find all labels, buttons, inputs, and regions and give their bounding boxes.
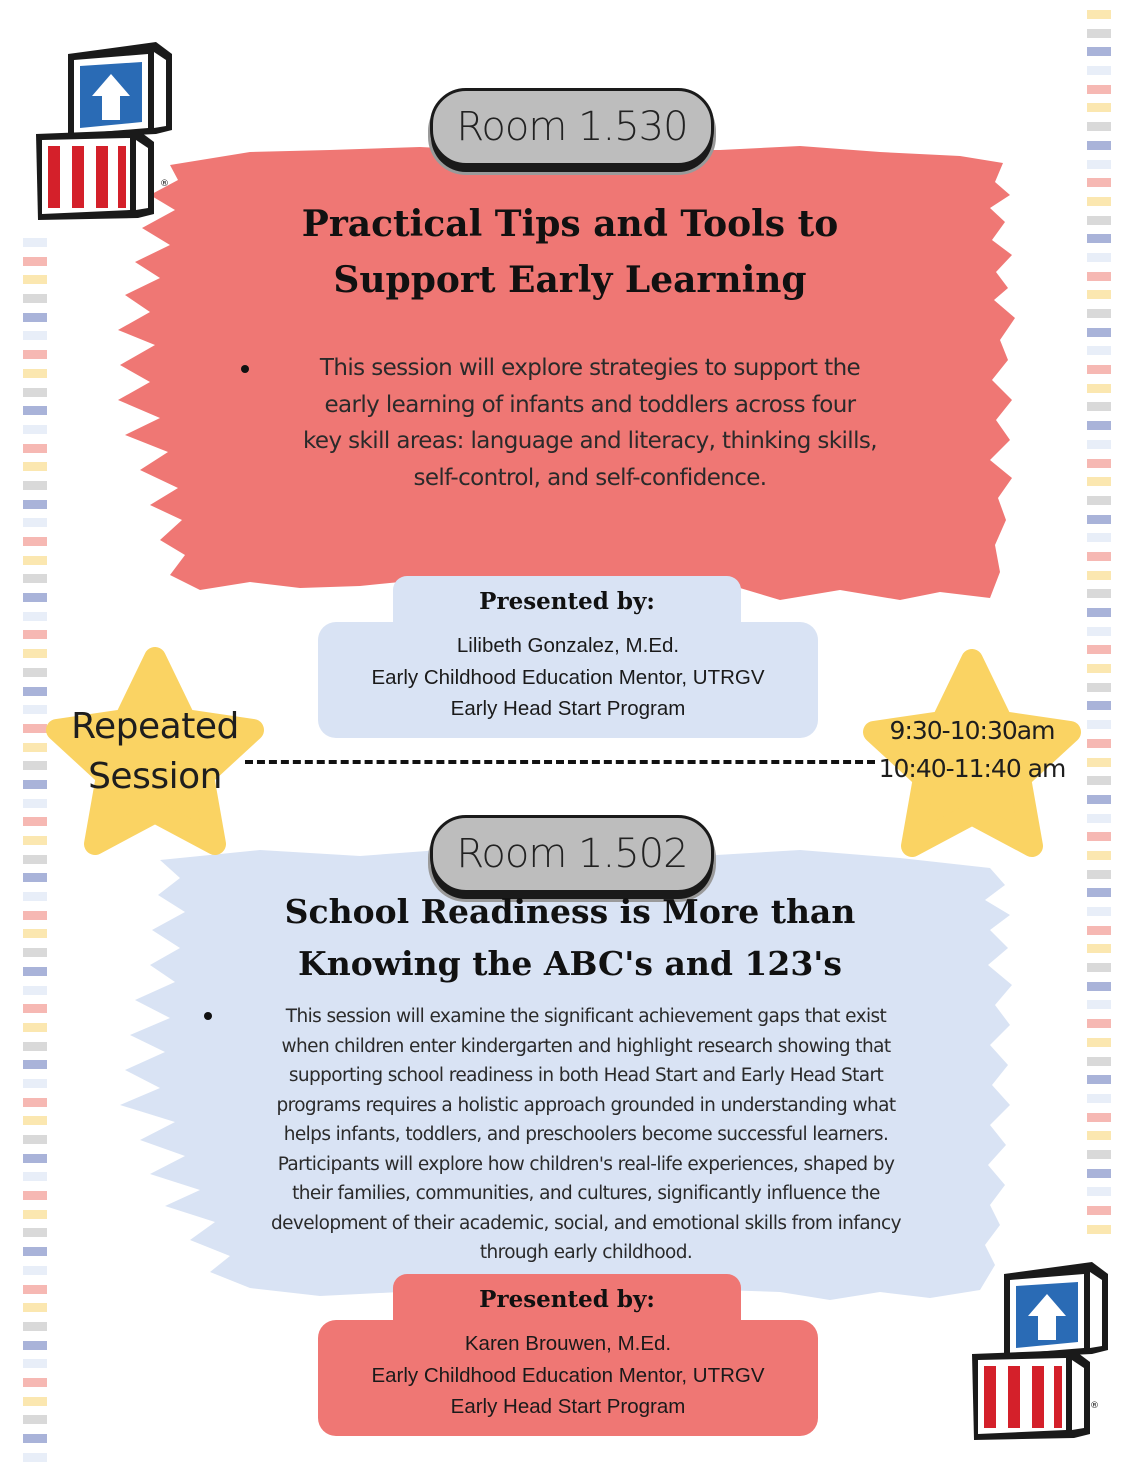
session1-presenter-box: [318, 622, 818, 738]
session1-presenter-role: Early Childhood Education Mentor, UTRGV: [371, 665, 765, 689]
session1-presenter-name: Lilibeth Gonzalez, M.Ed.: [456, 634, 680, 657]
session2-title-line1: School Readiness is More than: [284, 892, 856, 931]
repeated-line1: Repeated: [71, 706, 239, 747]
session1-title: [160, 196, 980, 308]
session2-desc-line: their families, communities, and cultures, significantly influence the: [292, 1183, 880, 1204]
time-line2: 10:40-11:40 am: [878, 754, 1066, 783]
repeated-line2: Session: [88, 756, 222, 797]
head-start-blocks-logo-top: [30, 38, 180, 223]
session1-presented-by: Presented by:: [479, 587, 655, 615]
room-1530-label: Room 1.530: [456, 104, 688, 150]
dashed-divider: [245, 760, 875, 764]
session2-presented-by-tab: [393, 1274, 741, 1324]
room-1502-label: Room 1.502: [456, 831, 688, 877]
session2-desc-line: through early childhood.: [479, 1242, 693, 1263]
session1-presented-by-tab: [393, 576, 741, 626]
top-block: [68, 42, 172, 138]
session1-title-line1: Practical Tips and Tools to: [301, 203, 839, 245]
session1-title-line2: Support Early Learning: [333, 259, 807, 301]
time-line1: 9:30-10:30am: [889, 716, 1055, 745]
session2-description: [226, 1002, 946, 1268]
session2-presenter-box: [318, 1320, 818, 1436]
session2-desc-line: This session will examine the significant achievement gaps that exist: [285, 1006, 887, 1027]
session2-presented-by: Presented by:: [479, 1285, 655, 1313]
session2-desc-line: programs requires a holistic approach grounded in understanding what: [276, 1094, 896, 1116]
room-1502-badge: [430, 815, 714, 893]
session2-desc-line: when children enter kindergarten and highlight research showing that: [281, 1035, 891, 1057]
session-times: [872, 712, 1072, 788]
session2-title: [160, 886, 980, 990]
room-1530-badge: [430, 88, 714, 166]
session1-desc-line: self-control, and self-confidence.: [413, 464, 767, 491]
session1-desc-line: This session will explore strategies to support the: [319, 355, 861, 381]
repeated-session-label: [55, 702, 255, 802]
session2-desc-line: Participants will explore how children's real-life experiences, shaped by: [277, 1153, 895, 1175]
registered-mark: ®: [160, 179, 169, 189]
session2-title-line2: Knowing the ABC's and 123's: [298, 944, 842, 983]
bottom-block: [972, 1350, 1090, 1440]
session2-presenter-name: Karen Brouwen, M.Ed.: [464, 1332, 672, 1355]
session1-desc-line: key skill areas: language and literacy, thinking skills,: [303, 428, 877, 454]
head-start-blocks-logo-bottom: [966, 1258, 1116, 1443]
top-block: [1004, 1262, 1108, 1358]
session1-desc-line: early learning of infants and toddlers across four: [324, 391, 856, 418]
session1-bullet: [241, 365, 249, 373]
session2-desc-line: helps infants, toddlers, and preschoolers become successful learners.: [283, 1124, 889, 1145]
session1-description: [265, 350, 915, 496]
registered-mark: ®: [1090, 1401, 1099, 1411]
session2-desc-line: supporting school readiness in both Head Start and Early Head Start: [288, 1065, 884, 1086]
session2-presenter-program: Early Head Start Program: [450, 1395, 686, 1418]
bottom-block: [36, 130, 154, 220]
session2-presenter-role: Early Childhood Education Mentor, UTRGV: [371, 1363, 765, 1387]
session2-desc-line: development of their academic, social, and emotional skills from infancy: [271, 1212, 901, 1234]
session1-presenter-program: Early Head Start Program: [450, 697, 686, 720]
session2-bullet: [204, 1012, 212, 1020]
